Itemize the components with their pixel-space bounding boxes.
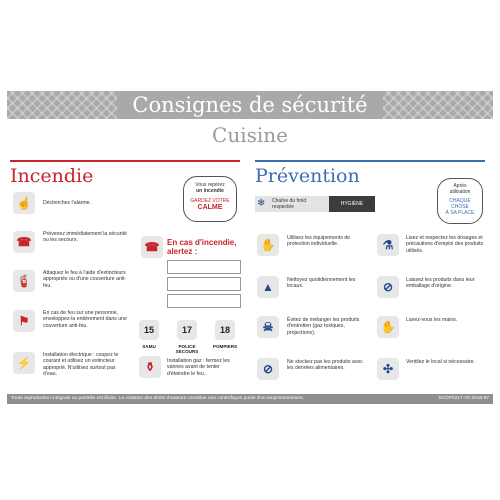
incendie-heading: Incendie bbox=[10, 164, 94, 187]
ventilation-icon: ✣ bbox=[377, 358, 399, 380]
footer bbox=[7, 394, 493, 404]
blue-divider bbox=[255, 160, 485, 162]
storage-icon: ⊘ bbox=[257, 358, 279, 380]
phone-icon: ☎ bbox=[13, 231, 35, 253]
incendie-instruction: En cas de feu sur une personne, enveloppez-la entièrement dans une couverture anti-feu. bbox=[43, 310, 127, 329]
prevention-instruction: Utilisez les équipements de protection individuelle. bbox=[287, 235, 351, 248]
calm-badge bbox=[183, 176, 237, 222]
alert-contact-field[interactable] bbox=[167, 277, 241, 291]
footer-copyright: Toute reproduction intégrale ou partielle est illicite. La violation des droits d'auteurs constitue une contrefaçon punie d'un emprisonnement. bbox=[11, 396, 305, 401]
hygiene-label: HYGIÈNE GARANTIE bbox=[329, 196, 375, 212]
prevention-instruction: Évitez de mélanger les produits d'entretien (gaz toxiques, projections). bbox=[287, 317, 360, 336]
place-badge-line1: Après bbox=[453, 183, 467, 189]
place-badge-line2: utilisation bbox=[449, 189, 471, 195]
extinguisher-icon: 🧯 bbox=[13, 270, 35, 292]
toxic-icon: ☠ bbox=[257, 316, 279, 338]
snowflake-icon: ❄ bbox=[257, 198, 266, 209]
red-divider bbox=[10, 160, 240, 162]
gloves-icon: ✋ bbox=[257, 234, 279, 256]
safety-poster bbox=[5, 88, 495, 408]
prevention-instruction: Lisez et respectez les dosages et précautions d'emploi des produits utilisés. bbox=[406, 235, 484, 254]
phone-alert-icon: ☎ bbox=[141, 236, 163, 258]
cold-chain-banner bbox=[255, 196, 375, 223]
alert-contact-field[interactable] bbox=[167, 294, 241, 308]
prevention-heading: Prévention bbox=[255, 164, 360, 187]
incendie-instruction: Déclenchez l'alarme. bbox=[43, 200, 91, 206]
incendie-instruction: Prévenez immédiatement la sécurité ou les secours. bbox=[43, 231, 127, 244]
calm-badge-line4: CALME bbox=[197, 204, 223, 211]
incendie-instruction: Installation électrique : coupez le courant et utilisez un extincteur approprié. N'utilisez surtout pas d'eau. bbox=[43, 352, 119, 378]
handwash-icon: ✋ bbox=[377, 316, 399, 338]
emergency-label: POLICE SECOURS bbox=[175, 344, 199, 354]
dosage-icon: ⚗ bbox=[377, 234, 399, 256]
emergency-number-police-secours: 17 bbox=[177, 320, 197, 340]
cold-chain-label bbox=[255, 196, 329, 212]
emergency-number-pompiers: 18 bbox=[215, 320, 235, 340]
calm-badge-line2: un incendie bbox=[196, 188, 224, 194]
title-banner bbox=[7, 91, 493, 119]
cold-chain-text: Chaîne du froid respectée bbox=[272, 198, 307, 210]
calm-badge-line3: GARDEZ VOTRE bbox=[190, 198, 230, 204]
gas-instruction: Installation gaz : fermez les vannes avant de tenter d'éteindre le feu. bbox=[167, 358, 230, 377]
calm-badge-line1: Vous repérez bbox=[195, 182, 225, 188]
electric-icon: ⚡ bbox=[13, 352, 35, 374]
packaging-icon: ⊘ bbox=[377, 276, 399, 298]
prevention-instruction: Ventilez le local si nécessaire. bbox=[406, 359, 475, 365]
place-badge-line3: CHAQUE bbox=[449, 198, 471, 204]
banner-pattern-left bbox=[7, 91, 117, 119]
banner-pattern-right bbox=[383, 91, 493, 119]
poster-title: Consignes de sécurité bbox=[117, 91, 383, 119]
gas-bottle-icon: ⚱ bbox=[139, 356, 161, 378]
blanket-icon: ⚑ bbox=[13, 310, 35, 332]
poster-subtitle: Cuisine bbox=[212, 123, 288, 147]
place-badge-line5: À SA PLACE bbox=[445, 210, 475, 216]
alert-title: En cas d'incendie, alertez : bbox=[167, 238, 237, 256]
emergency-number-samu: 15 bbox=[139, 320, 159, 340]
alert-contact-field[interactable] bbox=[167, 260, 241, 274]
floor-icon: ▲ bbox=[257, 276, 279, 298]
emergency-label: POMPIERS bbox=[212, 344, 238, 349]
footer-reference: SCOP0217-V0 2018-07 bbox=[438, 396, 489, 401]
alarm-icon: ☝ bbox=[13, 192, 35, 214]
incendie-instruction: Attaquez le feu à l'aide d'extincteurs appropriés ou d'une couverture anti-feu. bbox=[43, 270, 127, 289]
prevention-instruction: Lavez-vous les mains. bbox=[406, 317, 458, 323]
place-badge-line4: CHOSE bbox=[451, 204, 469, 210]
prevention-instruction: Laissez les produits dans leur emballage d'origine. bbox=[406, 277, 475, 290]
emergency-label: SAMU bbox=[142, 344, 156, 349]
place-badge bbox=[437, 178, 483, 224]
prevention-instruction: Nettoyez quotidiennement les locaux. bbox=[287, 277, 356, 290]
prevention-instruction: Ne stockez pas les produits avec les denrées alimentaires. bbox=[287, 359, 363, 372]
